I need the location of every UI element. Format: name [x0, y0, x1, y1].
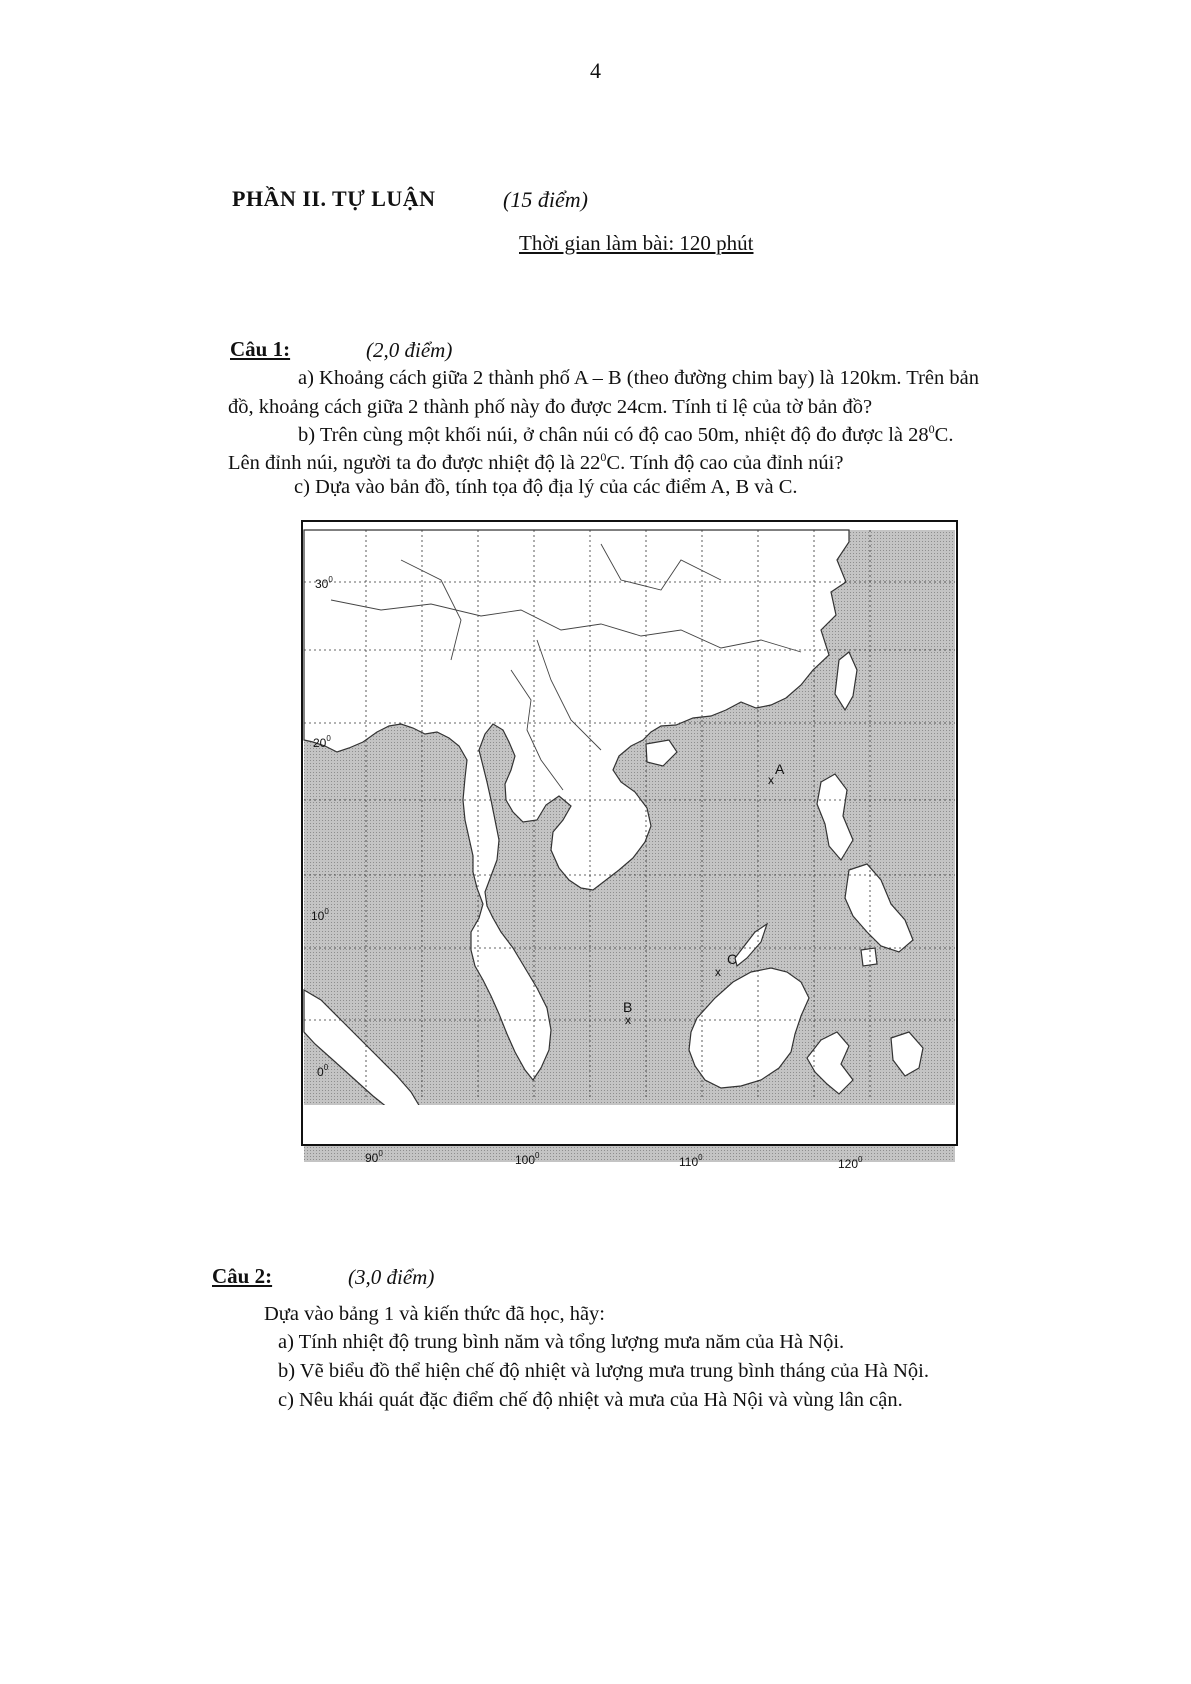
lat-label-0: $0^0$: [317, 1063, 329, 1079]
lat-label-10: $10^0$: [311, 907, 329, 923]
question1-part-c: c) Dựa vào bản đồ, tính tọa độ địa lý của các điểm A, B và C.: [294, 476, 798, 498]
question2-label: Câu 2:: [212, 1264, 273, 1288]
question2-part-a: a) Tính nhiệt độ trung bình năm và tổng lượng mưa năm của Hà Nội.: [278, 1331, 845, 1353]
point-b-label: B: [623, 999, 633, 1015]
point-b-marker: x: [625, 1013, 631, 1027]
point-a-marker: x: [768, 773, 774, 787]
southeast-asia-map: [301, 520, 958, 1196]
small-island-1: [861, 948, 877, 966]
question1-points: (2,0 điểm): [366, 338, 453, 362]
lon-label-110: $110^0$: [679, 1153, 703, 1169]
point-c-marker: x: [715, 965, 721, 979]
question2-points: (3,0 điểm): [348, 1265, 435, 1289]
question1-label: Câu 1:: [230, 337, 291, 361]
section-points: (15 điểm): [503, 187, 588, 212]
question1-part-b-line2: Lên đỉnh núi, người ta đo được nhiệt độ là $22^0C$. Tính độ cao của đỉnh núi?: [228, 450, 844, 474]
lon-label-100: $100^0$: [515, 1151, 540, 1167]
lat-label-20: $20^0$: [313, 734, 331, 750]
question1-part-a-line2: đồ, khoảng cách giữa 2 thành phố này đo được 24cm. Tính tỉ lệ của tờ bản đồ?: [228, 396, 873, 418]
section-title: PHẦN II. TỰ LUẬN: [232, 186, 436, 211]
lon-label-120: $120^0$: [838, 1155, 863, 1171]
question2-part-c: c) Nêu khái quát đặc điểm chế độ nhiệt và mưa của Hà Nội và vùng lân cận.: [278, 1389, 903, 1411]
question1-part-a-line1: a) Khoảng cách giữa 2 thành phố A – B (theo đường chim bay) là 120km. Trên bản: [298, 367, 979, 389]
point-c-label: C: [727, 951, 738, 967]
time-limit: Thời gian làm bài: 120 phút: [519, 231, 754, 255]
question2-lead: Dựa vào bảng 1 và kiến thức đã học, hãy:: [264, 1303, 606, 1325]
page-number: 4: [590, 58, 601, 83]
lon-label-90: $90^0$: [365, 1149, 383, 1165]
question1-part-b-line1: b) Trên cùng một khối núi, ở chân núi có độ cao 50m, nhiệt độ đo được là $28^0C$.: [298, 422, 954, 446]
question2-part-b: b) Vẽ biểu đồ thể hiện chế độ nhiệt và lượng mưa trung bình tháng của Hà Nội.: [278, 1360, 929, 1382]
point-a-label: A: [775, 761, 785, 777]
lat-label-30: $30^0$: [315, 575, 333, 591]
map-longitude-band: [302, 1105, 957, 1145]
